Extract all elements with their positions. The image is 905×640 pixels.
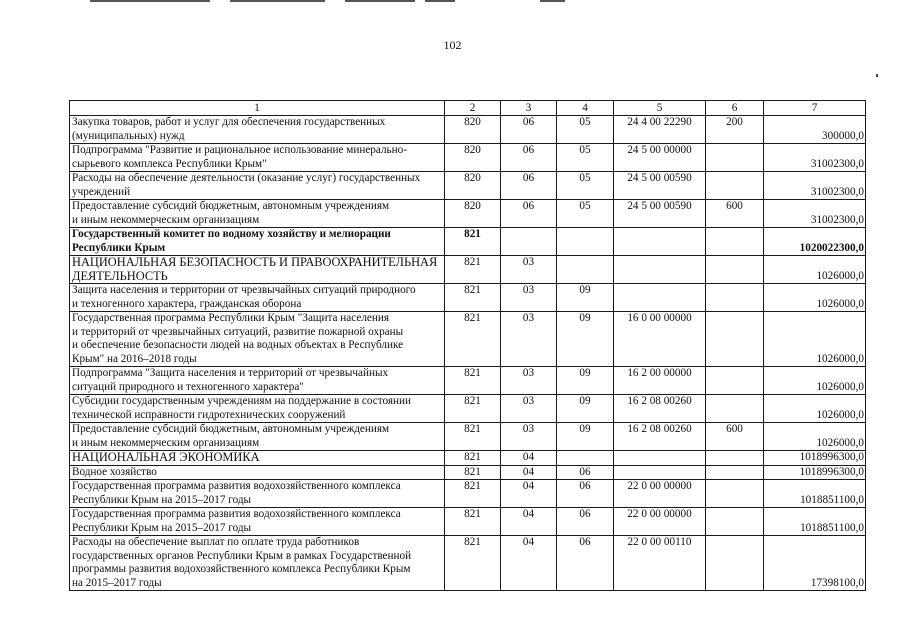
subsection-code-cell: 06 [557, 508, 614, 536]
table-row [70, 144, 866, 172]
table-row [70, 256, 866, 284]
item-name-line: сырьевого комплекса Республики Крым" [72, 157, 267, 170]
item-name-cell [70, 451, 445, 466]
item-name-line: (муниципальных) нужд [72, 129, 185, 142]
subsection-code-cell [557, 228, 614, 256]
item-name-cell [70, 508, 445, 536]
scan-artifact-line [230, 0, 325, 2]
subsection-code-cell: 09 [557, 284, 614, 312]
section-code-cell [501, 228, 557, 256]
amount-cell: 1026000,0 [764, 284, 866, 312]
admin-code-cell: 821 [445, 312, 501, 367]
item-name-line: Республики Крым на 2015–2017 годы [72, 493, 252, 506]
admin-code-cell: 821 [445, 451, 501, 466]
item-name-line: и обеспечение безопасности людей на водных объектах в Республике [72, 339, 404, 351]
item-name-line: и иным некоммерческим организациям [72, 213, 260, 226]
section-code-cell: 03 [501, 395, 557, 423]
table-row [70, 465, 866, 480]
target-article-cell: 16 2 00 00000 [614, 367, 706, 395]
section-code-cell: 04 [501, 480, 557, 508]
item-name-line: НАЦИОНАЛЬНАЯ БЕЗОПАСНОСТЬ И ПРАВООХРАНИТЕЛЬНАЯ [72, 255, 438, 269]
expense-type-cell [706, 256, 764, 284]
item-name-line: Защита населения и территории от чрезвычайных ситуаций природного [72, 284, 416, 296]
amount-cell: 1026000,0 [764, 312, 866, 367]
table-row [70, 116, 866, 144]
item-name-line: ситуаций природного и техногенного характера" [72, 380, 304, 393]
section-code-cell: 06 [501, 116, 557, 144]
expense-type-cell [706, 508, 764, 536]
expense-type-cell: 200 [706, 116, 764, 144]
expense-type-cell [706, 144, 764, 172]
item-name-line: Предоставление субсидий бюджетным, автономным учреждениям [72, 423, 390, 435]
expense-type-cell: 600 [706, 200, 764, 228]
section-code-cell: 04 [501, 508, 557, 536]
scan-speck [876, 74, 878, 77]
budget-table [69, 100, 866, 591]
item-name-line: программы развития водохозяйственного комплекса Республики Крым [72, 563, 411, 575]
expense-type-cell: 600 [706, 423, 764, 451]
target-article-cell [614, 451, 706, 466]
item-name-cell [70, 395, 445, 423]
subsection-code-cell: 05 [557, 116, 614, 144]
item-name-line: и территорий от чрезвычайных ситуаций, развитие пожарной охраны [72, 325, 404, 338]
column-header: 6 [706, 101, 764, 116]
column-header: 2 [445, 101, 501, 116]
amount-cell: 1020022300,0 [764, 228, 866, 256]
item-name-line: Водное хозяйство [72, 465, 157, 478]
amount-cell: 31002300,0 [764, 200, 866, 228]
target-article-cell: 22 0 00 00000 [614, 508, 706, 536]
admin-code-cell: 821 [445, 536, 501, 591]
table-row [70, 312, 866, 367]
table-row [70, 536, 866, 591]
table-row [70, 451, 866, 466]
column-header: 3 [501, 101, 557, 116]
item-name-line: Государственная программа развития водохозяйственного комплекса [72, 508, 401, 520]
section-code-cell: 06 [501, 200, 557, 228]
item-name-cell [70, 312, 445, 367]
item-name-line: Республики Крым на 2015–2017 годы [72, 521, 252, 534]
item-name-cell [70, 423, 445, 451]
admin-code-cell: 821 [445, 256, 501, 284]
item-name-cell [70, 536, 445, 591]
item-name-cell [70, 172, 445, 200]
target-article-cell [614, 256, 706, 284]
expense-type-cell [706, 395, 764, 423]
section-code-cell: 04 [501, 451, 557, 466]
expense-type-cell [706, 284, 764, 312]
subsection-code-cell: 05 [557, 200, 614, 228]
admin-code-cell: 821 [445, 508, 501, 536]
column-header: 1 [70, 101, 445, 116]
column-header: 7 [764, 101, 866, 116]
item-name-line: Государственная программа Республики Крым "Защита населения [72, 312, 389, 324]
table-row [70, 423, 866, 451]
amount-cell: 1026000,0 [764, 423, 866, 451]
amount-cell: 17398100,0 [764, 536, 866, 591]
expense-type-cell [706, 228, 764, 256]
subsection-code-cell: 05 [557, 172, 614, 200]
item-name-line: на 2015–2017 годы [72, 576, 162, 589]
item-name-cell [70, 465, 445, 480]
table-row [70, 172, 866, 200]
item-name-cell [70, 200, 445, 228]
item-name-line: государственных органов Республики Крым в рамках Государственной [72, 549, 412, 562]
item-name-line: Подпрограмма "Развитие и рациональное использование минерально- [72, 144, 407, 156]
subsection-code-cell: 05 [557, 144, 614, 172]
admin-code-cell: 821 [445, 284, 501, 312]
section-code-cell: 04 [501, 465, 557, 480]
amount-cell: 1018851100,0 [764, 508, 866, 536]
subsection-code-cell [557, 256, 614, 284]
target-article-cell: 24 4 00 22290 [614, 116, 706, 144]
amount-cell: 1026000,0 [764, 367, 866, 395]
admin-code-cell: 821 [445, 228, 501, 256]
subsection-code-cell: 06 [557, 480, 614, 508]
admin-code-cell: 821 [445, 395, 501, 423]
item-name-cell [70, 228, 445, 256]
admin-code-cell: 820 [445, 200, 501, 228]
item-name-line: Расходы на обеспечение выплат по оплате труда работников [72, 536, 360, 548]
target-article-cell: 22 0 00 00110 [614, 536, 706, 591]
section-code-cell: 06 [501, 144, 557, 172]
item-name-line: учреждений [72, 185, 131, 198]
section-code-cell: 03 [501, 284, 557, 312]
target-article-cell: 16 0 00 00000 [614, 312, 706, 367]
subsection-code-cell [557, 451, 614, 466]
item-name-cell [70, 116, 445, 144]
item-name-cell [70, 144, 445, 172]
amount-cell: 1026000,0 [764, 256, 866, 284]
section-code-cell: 03 [501, 367, 557, 395]
subsection-code-cell: 09 [557, 423, 614, 451]
target-article-cell: 16 2 08 00260 [614, 395, 706, 423]
item-name-line: Республики Крым [72, 241, 166, 254]
subsection-code-cell: 09 [557, 367, 614, 395]
admin-code-cell: 821 [445, 465, 501, 480]
table-row [70, 395, 866, 423]
admin-code-cell: 820 [445, 116, 501, 144]
target-article-cell: 22 0 00 00000 [614, 480, 706, 508]
item-name-line: и иным некоммерческим организациям [72, 436, 260, 449]
section-code-cell: 06 [501, 172, 557, 200]
amount-cell: 31002300,0 [764, 144, 866, 172]
item-name-line: Подпрограмма "Защита населения и территорий от чрезвычайных [72, 367, 389, 379]
column-header: 4 [557, 101, 614, 116]
table-row [70, 200, 866, 228]
section-code-cell: 04 [501, 536, 557, 591]
column-header-row [70, 101, 866, 116]
admin-code-cell: 821 [445, 367, 501, 395]
expense-type-cell [706, 536, 764, 591]
scan-artifact-line [425, 0, 455, 2]
expense-type-cell [706, 451, 764, 466]
item-name-line: Предоставление субсидий бюджетным, автономным учреждениям [72, 200, 390, 212]
admin-code-cell: 820 [445, 172, 501, 200]
subsection-code-cell: 09 [557, 312, 614, 367]
budget-table-body [70, 101, 866, 591]
item-name-line: Закупка товаров, работ и услуг для обеспечения государственных [72, 116, 386, 128]
scan-artifact-line [345, 0, 415, 2]
item-name-line: Государственная программа развития водохозяйственного комплекса [72, 480, 401, 492]
item-name-cell [70, 367, 445, 395]
target-article-cell [614, 465, 706, 480]
item-name-line: технической исправности гидротехнических сооружений [72, 408, 346, 421]
section-code-cell: 03 [501, 256, 557, 284]
item-name-line: Субсидии государственным учреждениям на поддержание в состоянии [72, 395, 411, 407]
admin-code-cell: 821 [445, 480, 501, 508]
scan-artifact-line [90, 0, 210, 2]
amount-cell: 1018851100,0 [764, 480, 866, 508]
table-row [70, 480, 866, 508]
amount-cell: 1026000,0 [764, 395, 866, 423]
admin-code-cell: 821 [445, 423, 501, 451]
target-article-cell: 24 5 00 00000 [614, 144, 706, 172]
table-row [70, 367, 866, 395]
target-article-cell: 24 5 00 00590 [614, 200, 706, 228]
table-row [70, 508, 866, 536]
scan-artifact-line [540, 0, 565, 2]
item-name-line: ДЕЯТЕЛЬНОСТЬ [72, 268, 168, 283]
target-article-cell: 16 2 08 00260 [614, 423, 706, 451]
item-name-cell [70, 284, 445, 312]
expense-type-cell [706, 480, 764, 508]
item-name-line: Расходы на обеспечение деятельности (оказание услуг) государственных [72, 172, 421, 184]
admin-code-cell: 820 [445, 144, 501, 172]
expense-type-cell [706, 172, 764, 200]
item-name-line: НАЦИОНАЛЬНАЯ ЭКОНОМИКА [72, 450, 260, 464]
item-name-cell [70, 256, 445, 284]
expense-type-cell [706, 367, 764, 395]
target-article-cell [614, 284, 706, 312]
target-article-cell [614, 228, 706, 256]
item-name-line: и техногенного характера, гражданская оборона [72, 297, 302, 310]
amount-cell: 300000,0 [764, 116, 866, 144]
amount-cell: 1018996300,0 [764, 465, 866, 480]
expense-type-cell [706, 312, 764, 367]
item-name-line: Крым" на 2016–2018 годы [72, 352, 197, 365]
table-row [70, 284, 866, 312]
target-article-cell: 24 5 00 00590 [614, 172, 706, 200]
subsection-code-cell: 06 [557, 536, 614, 591]
page-number: 102 [443, 38, 462, 52]
subsection-code-cell: 09 [557, 395, 614, 423]
amount-cell: 31002300,0 [764, 172, 866, 200]
section-code-cell: 03 [501, 312, 557, 367]
subsection-code-cell: 06 [557, 465, 614, 480]
column-header: 5 [614, 101, 706, 116]
expense-type-cell [706, 465, 764, 480]
table-row [70, 228, 866, 256]
item-name-line: Государственный комитет по водному хозяйству и мелиорации [72, 228, 391, 240]
item-name-cell [70, 480, 445, 508]
section-code-cell: 03 [501, 423, 557, 451]
amount-cell: 1018996300,0 [764, 451, 866, 466]
